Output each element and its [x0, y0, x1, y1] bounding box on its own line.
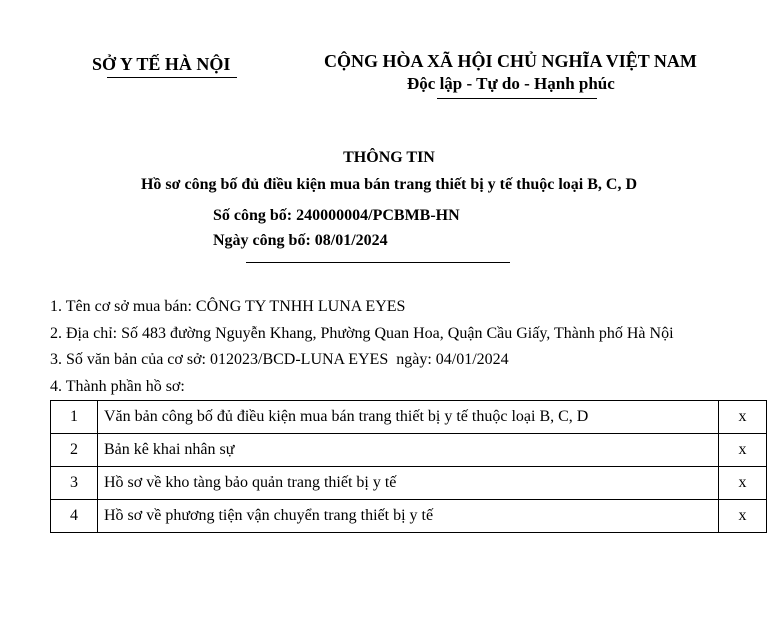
table-row [51, 467, 767, 500]
row-check-mark: x [719, 434, 767, 467]
announcement-date: Ngày công bố: 08/01/2024 [213, 232, 388, 249]
row-check-mark: x [719, 500, 767, 533]
dossier-components-label: 4. Thành phần hồ sơ: [50, 378, 185, 395]
row-number: 2 [51, 434, 98, 467]
row-check-mark: x [719, 401, 767, 434]
document-reference: 3. Số văn bản của cơ sở: 012023/BCD-LUNA EYES ngày: 04/01/2024 [50, 351, 509, 368]
seller-address: 2. Địa chỉ: Số 483 đường Nguyễn Khang, Phường Quan Hoa, Quận Cầu Giấy, Thành phố Hà Nội [50, 325, 674, 342]
row-document-name: Hồ sơ về kho tàng bảo quản trang thiết bị y tế [98, 467, 719, 500]
row-number: 4 [51, 500, 98, 533]
row-document-name: Văn bản công bố đủ điều kiện mua bán trang thiết bị y tế thuộc loại B, C, D [98, 401, 719, 434]
document-subtitle: Hồ sơ công bố đủ điều kiện mua bán trang thiết bị y tế thuộc loại B, C, D [140, 176, 638, 193]
motto-underline [437, 98, 597, 99]
seller-name: 1. Tên cơ sở mua bán: CÔNG TY TNHH LUNA EYES [50, 298, 406, 315]
announcement-number: Số công bố: 240000004/PCBMB-HN [213, 207, 460, 224]
row-number: 1 [51, 401, 98, 434]
table-row [51, 401, 767, 434]
national-title: CỘNG HÒA XÃ HỘI CHỦ NGHĨA VIỆT NAM [324, 51, 697, 71]
row-document-name: Bản kê khai nhân sự [98, 434, 719, 467]
agency-underline [107, 77, 237, 78]
table-row [51, 434, 767, 467]
table-row [51, 500, 767, 533]
dossier-table [50, 400, 767, 533]
title-divider [246, 262, 510, 263]
agency-name: SỞ Y TẾ HÀ NỘI [92, 54, 231, 74]
row-document-name: Hồ sơ về phương tiện vận chuyển trang thiết bị y tế [98, 500, 719, 533]
row-number: 3 [51, 467, 98, 500]
row-check-mark: x [719, 467, 767, 500]
document-heading: THÔNG TIN [343, 149, 435, 166]
national-motto: Độc lập - Tự do - Hạnh phúc [407, 74, 615, 93]
